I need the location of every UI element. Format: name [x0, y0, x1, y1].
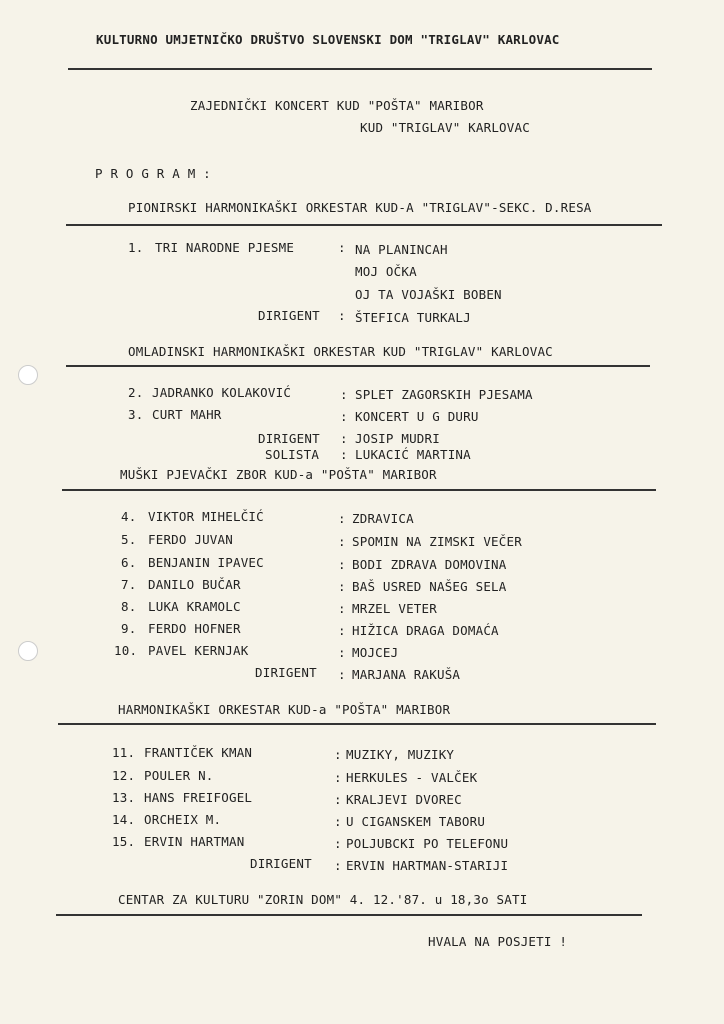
item-composer: VIKTOR MIHELČIĆ	[148, 509, 264, 524]
conductor-label: DIRIGENT	[258, 431, 320, 446]
item-composer: LUKA KRAMOLC	[148, 599, 241, 614]
section-title: HARMONIKAŠKI ORKESTAR KUD-a "POŠTA" MARIBOR	[118, 702, 451, 717]
item-composer: TRI NARODNE PJESME	[155, 240, 295, 255]
item-colon: :	[334, 792, 342, 807]
item-piece: SPOMIN NA ZIMSKI VEČER	[352, 534, 522, 549]
item-piece: KONCERT U G DURU	[355, 409, 479, 424]
item-colon: :	[334, 836, 342, 851]
item-number: 5.	[121, 532, 137, 547]
item-composer: JADRANKO KOLAKOVIĆ	[152, 385, 292, 400]
conductor-label: DIRIGENT	[250, 856, 312, 871]
item-number: 15.	[112, 834, 136, 849]
item-colon: :	[334, 858, 342, 873]
item-composer: FERDO JUVAN	[148, 532, 233, 547]
item-colon: :	[340, 387, 348, 402]
item-colon: :	[338, 511, 346, 526]
item-composer: POULER N.	[144, 768, 214, 783]
item-colon: :	[338, 534, 346, 549]
item-number: 7.	[121, 577, 137, 592]
item-number: 14.	[112, 812, 136, 827]
item-number: 3.	[128, 407, 144, 422]
item-number: 13.	[112, 790, 136, 805]
item-composer: CURT MAHR	[152, 407, 222, 422]
item-colon: :	[338, 601, 346, 616]
item-piece: NA PLANINCAH	[355, 242, 448, 257]
item-piece: MOJCEJ	[352, 645, 399, 660]
item-piece: HERKULES - VALČEK	[346, 770, 478, 785]
item-composer: ERVIN HARTMAN	[144, 834, 245, 849]
item-piece: ZDRAVICA	[352, 511, 414, 526]
item-colon: :	[334, 814, 342, 829]
item-colon: :	[338, 240, 346, 255]
divider	[58, 723, 656, 725]
program-label: P R O G R A M :	[95, 166, 211, 181]
thank-you: HVALA NA POSJETI !	[428, 934, 568, 949]
item-colon: :	[340, 447, 348, 462]
item-number: 6.	[121, 555, 137, 570]
soloist-name: LUKACIĆ MARTINA	[355, 447, 471, 462]
item-piece: HIŽICA DRAGA DOMAĆA	[352, 623, 499, 638]
item-colon: :	[340, 409, 348, 424]
item-number: 8.	[121, 599, 137, 614]
item-number: 10.	[114, 643, 138, 658]
item-piece: SPLET ZAGORSKIH PJESAMA	[355, 387, 533, 402]
punch-hole	[18, 365, 38, 385]
item-piece: MUZIKY, MUZIKY	[346, 747, 455, 762]
item-colon: :	[338, 579, 346, 594]
item-piece: BAŠ USRED NAŠEG SELA	[352, 579, 507, 594]
section-title: MUŠKI PJEVAČKI ZBOR KUD-a "POŠTA" MARIBOR	[120, 467, 437, 482]
item-piece: MRZEL VETER	[352, 601, 437, 616]
item-composer: BENJANIN IPAVEC	[148, 555, 264, 570]
item-piece: OJ TA VOJAŠKI BOBEN	[355, 287, 502, 302]
item-piece: KRALJEVI DVOREC	[346, 792, 462, 807]
item-colon: :	[338, 645, 346, 660]
item-number: 4.	[121, 509, 137, 524]
society-header: KULTURNO UMJETNIČKO DRUŠTVO SLOVENSKI DOM "TRIGLAV" KARLOVAC	[96, 32, 560, 47]
item-composer: ORCHEIX M.	[144, 812, 222, 827]
conductor-label: DIRIGENT	[255, 665, 317, 680]
item-piece: U CIGANSKEM TABORU	[346, 814, 486, 829]
item-number: 1.	[128, 240, 144, 255]
item-number: 12.	[112, 768, 136, 783]
item-composer: DANILO BUČAR	[148, 577, 241, 592]
item-piece: POLJUBCKI PO TELEFONU	[346, 836, 509, 851]
concert-line-2: KUD "TRIGLAV" KARLOVAC	[360, 120, 530, 135]
item-composer: HANS FREIFOGEL	[144, 790, 253, 805]
conductor-name: JOSIP MUDRI	[355, 431, 440, 446]
conductor-name: MARJANA RAKUŠA	[352, 667, 461, 682]
divider	[68, 68, 652, 70]
item-colon: :	[340, 431, 348, 446]
item-colon: :	[338, 623, 346, 638]
venue-date: CENTAR ZA KULTURU "ZORIN DOM" 4. 12.'87. u 18,3o SATI	[118, 892, 528, 907]
item-composer: FRANTIČEK KMAN	[144, 745, 253, 760]
item-number: 9.	[121, 621, 137, 636]
item-colon: :	[334, 770, 342, 785]
divider	[56, 914, 642, 916]
section-title: PIONIRSKI HARMONIKAŠKI ORKESTAR KUD-A "TRIGLAV"-SEKC. D.RESA	[128, 200, 592, 215]
item-number: 2.	[128, 385, 144, 400]
section-title: OMLADINSKI HARMONIKAŠKI ORKESTAR KUD "TRIGLAV" KARLOVAC	[128, 344, 553, 359]
soloist-label: SOLISTA	[265, 447, 320, 462]
concert-line-1: ZAJEDNIČKI KONCERT KUD "POŠTA" MARIBOR	[190, 98, 484, 113]
item-colon: :	[338, 667, 346, 682]
item-colon: :	[338, 308, 346, 323]
divider	[66, 365, 650, 367]
item-piece: MOJ OČKA	[355, 264, 417, 279]
conductor-name: ŠTEFICA TURKALJ	[355, 310, 471, 325]
conductor-name: ERVIN HARTMAN-STARIJI	[346, 858, 509, 873]
item-number: 11.	[112, 745, 136, 760]
item-composer: PAVEL KERNJAK	[148, 643, 249, 658]
divider	[66, 224, 662, 226]
item-colon: :	[338, 557, 346, 572]
item-piece: BODI ZDRAVA DOMOVINA	[352, 557, 507, 572]
item-colon: :	[334, 747, 342, 762]
item-composer: FERDO HOFNER	[148, 621, 241, 636]
punch-hole	[18, 641, 38, 661]
divider	[62, 489, 656, 491]
conductor-label: DIRIGENT	[258, 308, 320, 323]
